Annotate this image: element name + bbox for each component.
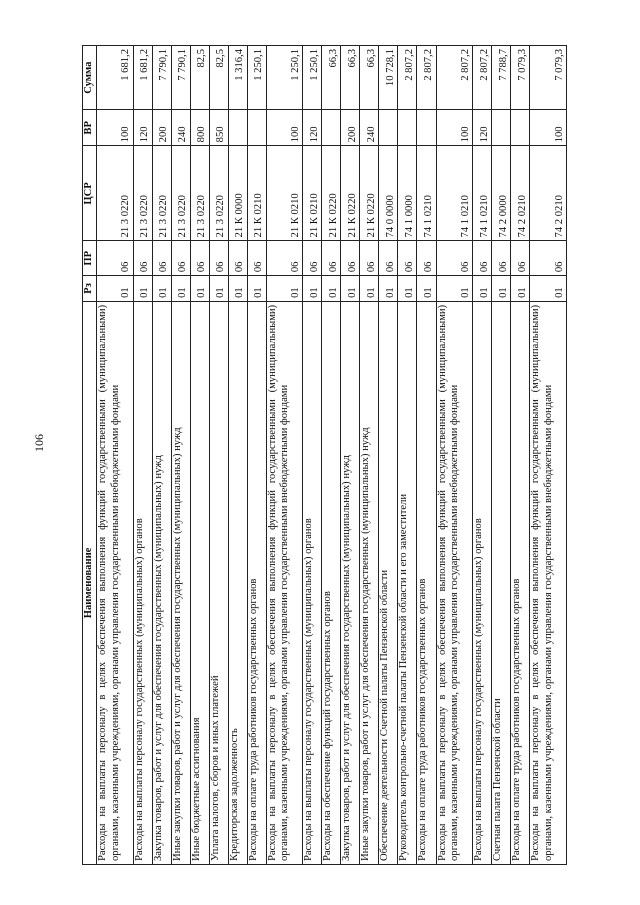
cell-sum: 2 807,2 [473,46,492,110]
cell-pr: 06 [436,241,473,276]
table-row [492,46,511,865]
cell-pr: 06 [492,241,511,276]
cell-name: Кредиторская задолженность [228,301,247,864]
cell-pr: 06 [511,241,530,276]
cell-sum: 7 788,7 [492,46,511,110]
cell-rz: 01 [436,276,473,302]
cell-rz: 01 [398,276,417,302]
cell-rz: 01 [379,276,398,302]
cell-csr: 21 3 0220 [209,146,228,241]
header-vr: ВР [83,110,97,146]
table-row [303,46,322,865]
cell-rz: 01 [171,276,190,302]
cell-vr: 100 [266,110,303,146]
cell-sum: 7 790,1 [152,46,171,110]
cell-sum: 7 079,3 [511,46,530,110]
cell-rz: 01 [341,276,360,302]
cell-sum: 10 728,1 [379,46,398,110]
cell-pr: 06 [530,241,567,276]
cell-sum: 7 079,3 [530,46,567,110]
cell-csr: 74 2 0210 [511,146,530,241]
cell-rz: 01 [97,276,134,302]
table-row [190,46,209,865]
cell-rz: 01 [152,276,171,302]
cell-csr: 74 1 0000 [398,146,417,241]
cell-csr: 74 0 0000 [379,146,398,241]
cell-vr: 100 [97,110,134,146]
cell-csr: 74 2 0000 [492,146,511,241]
cell-name: Расходы на выплаты персоналу в целях обеспечения выполнения функций государственными (муниципальными) органами, казенными учреждениями, органами управления государственными внебюджетными фондами [530,301,567,864]
cell-csr: 74 1 0210 [417,146,436,241]
cell-vr [398,110,417,146]
cell-vr [247,110,266,146]
cell-sum: 7 790,1 [171,46,190,110]
cell-rz: 01 [266,276,303,302]
header-name: Наименование [83,301,97,864]
cell-rz: 01 [209,276,228,302]
cell-csr: 21 К 0210 [247,146,266,241]
table-row [417,46,436,865]
table-row [152,46,171,865]
cell-csr: 21 3 0220 [133,146,152,241]
cell-name: Расходы на оплате труда работников государственных органов [417,301,436,864]
cell-name: Счетная палата Пензенской области [492,301,511,864]
cell-vr: 120 [133,110,152,146]
cell-csr: 21 К 0000 [228,146,247,241]
cell-pr: 06 [473,241,492,276]
cell-name: Расходы на выплаты персоналу в целях обеспечения выполнения функций государственными (муниципальными) органами, казенными учреждениями, органами управления государственными внебюджетными фондами [436,301,473,864]
table-row [360,46,379,865]
cell-name: Закупка товаров, работ и услуг для обеспечения государственных (муниципальных) нужд [341,301,360,864]
table-row [247,46,266,865]
cell-name: Закупка товаров, работ и услуг для обеспечения государственных (муниципальных) нужд [152,301,171,864]
table-row [473,46,492,865]
cell-sum: 2 807,2 [417,46,436,110]
cell-pr: 06 [171,241,190,276]
page-number: 106 [32,434,46,452]
cell-sum: 82,5 [209,46,228,110]
table-row [266,46,303,865]
cell-vr: 100 [436,110,473,146]
table-row [436,46,473,865]
header-sum: Сумма [83,46,97,110]
cell-vr [511,110,530,146]
cell-name: Уплата налогов, сборов и иных платежей [209,301,228,864]
cell-pr: 06 [97,241,134,276]
cell-pr: 06 [152,241,171,276]
table-row [341,46,360,865]
cell-name: Обеспечение деятельности Счетной палаты Пензенской области [379,301,398,864]
table-row [530,46,567,865]
cell-rz: 01 [530,276,567,302]
cell-name: Расходы на выплаты персоналу в целях обеспечения выполнения функций государственными (муниципальными) органами, казенными учреждениями, органами управления государственными внебюджетными фондами [266,301,303,864]
cell-sum: 1 250,1 [303,46,322,110]
cell-vr: 200 [341,110,360,146]
cell-sum: 2 807,2 [436,46,473,110]
header-pr: ПР [83,241,97,276]
table-row [322,46,341,865]
cell-name: Расходы на выплаты персоналу в целях обеспечения выполнения функций государственными (муниципальными) органами, казенными учреждениями, органами управления государственными внебюджетными фондами [97,301,134,864]
cell-pr: 06 [209,241,228,276]
cell-pr: 06 [322,241,341,276]
header-csr: ЦСР [83,146,97,241]
cell-csr: 21 3 0220 [190,146,209,241]
cell-vr [322,110,341,146]
cell-rz: 01 [360,276,379,302]
cell-csr: 21 К 0220 [322,146,341,241]
cell-vr: 240 [171,110,190,146]
cell-csr: 21 3 0220 [97,146,134,241]
cell-sum: 1 250,1 [247,46,266,110]
cell-sum: 66,3 [341,46,360,110]
cell-name: Расходы на выплаты персоналу государственных (муниципальных) органов [303,301,322,864]
cell-vr: 100 [530,110,567,146]
cell-vr: 200 [152,110,171,146]
table-row [171,46,190,865]
cell-sum: 66,3 [360,46,379,110]
cell-rz: 01 [133,276,152,302]
cell-sum: 1 316,4 [228,46,247,110]
cell-pr: 06 [266,241,303,276]
cell-pr: 06 [247,241,266,276]
cell-vr [379,110,398,146]
cell-pr: 06 [360,241,379,276]
cell-csr: 21 3 0220 [152,146,171,241]
table-row [209,46,228,865]
cell-csr: 21 К 0210 [266,146,303,241]
budget-table [82,45,567,865]
table-row [228,46,247,865]
table-row [133,46,152,865]
cell-name: Расходы на оплате труда работников государственных органов [511,301,530,864]
table-row [379,46,398,865]
header-rz: Рз [83,276,97,302]
cell-vr: 240 [360,110,379,146]
cell-vr: 850 [209,110,228,146]
cell-rz: 01 [247,276,266,302]
cell-sum: 82,5 [190,46,209,110]
cell-sum: 2 807,2 [398,46,417,110]
cell-rz: 01 [511,276,530,302]
cell-rz: 01 [417,276,436,302]
budget-table-rotated [82,45,567,865]
cell-pr: 06 [417,241,436,276]
cell-name: Расходы на выплаты персоналу государственных (муниципальных) органов [473,301,492,864]
cell-csr: 21 К 0220 [360,146,379,241]
cell-csr: 21 К 0210 [303,146,322,241]
cell-vr: 800 [190,110,209,146]
cell-csr: 74 2 0210 [530,146,567,241]
cell-sum: 1 681,2 [97,46,134,110]
cell-name: Иные закупки товаров, работ и услуг для обеспечения государственных (муниципальных) нужд [171,301,190,864]
cell-pr: 06 [133,241,152,276]
cell-name: Иные бюджетные ассигнования [190,301,209,864]
cell-rz: 01 [190,276,209,302]
cell-pr: 06 [303,241,322,276]
table-row [398,46,417,865]
cell-pr: 06 [379,241,398,276]
cell-rz: 01 [492,276,511,302]
cell-sum: 1 250,1 [266,46,303,110]
cell-rz: 01 [228,276,247,302]
cell-vr: 120 [303,110,322,146]
cell-csr: 74 1 0210 [473,146,492,241]
cell-csr: 21 3 0220 [171,146,190,241]
cell-sum: 1 681,2 [133,46,152,110]
cell-rz: 01 [322,276,341,302]
cell-name: Расходы на выплаты персоналу государственных (муниципальных) органов [133,301,152,864]
cell-pr: 06 [398,241,417,276]
header-row [83,46,97,865]
cell-pr: 06 [228,241,247,276]
cell-name: Расходы на оплате труда работников государственных органов [247,301,266,864]
cell-pr: 06 [341,241,360,276]
cell-pr: 06 [190,241,209,276]
cell-vr [228,110,247,146]
cell-rz: 01 [473,276,492,302]
cell-vr [417,110,436,146]
cell-name: Иные закупки товаров, работ и услуг для обеспечения государственных (муниципальных) нужд [360,301,379,864]
cell-vr: 120 [473,110,492,146]
table-row [511,46,530,865]
cell-name: Руководитель контрольно-счетной палаты Пензенской области и его заместители [398,301,417,864]
cell-vr [492,110,511,146]
cell-rz: 01 [303,276,322,302]
cell-csr: 21 К 0220 [341,146,360,241]
cell-name: Расходы на обеспечение функций государственных органов [322,301,341,864]
cell-csr: 74 1 0210 [436,146,473,241]
table-row [97,46,134,865]
cell-sum: 66,3 [322,46,341,110]
